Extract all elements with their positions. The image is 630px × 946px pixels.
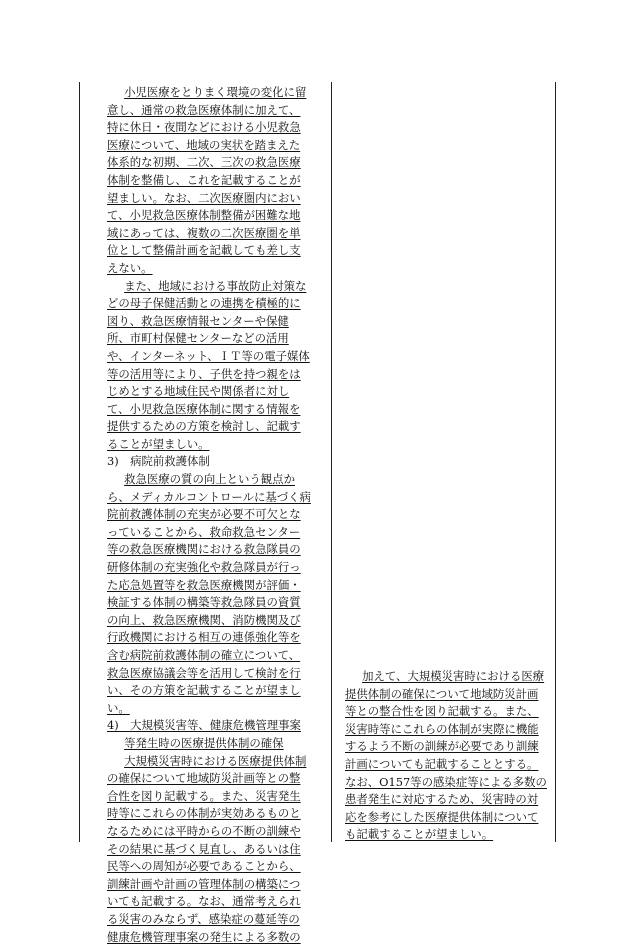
disaster-heading-line2: 等発生時の医療提供体制の確保	[124, 735, 284, 750]
prehospital-paragraph: 救急医療の質の向上という観点から、メディカルコントロールに基づく病院前救護体制の充実が必要不可欠となっていることから、救命救急センター等の救急医療機関における救急隊員の研修体制の充実強化や救急隊員が行った応急処置等を救急医療機関が評価・検証する体制の構築等救急隊員の資質の向上、救急医療機関、消防機関及び行政機関における相互の連係強化等を含む病院前救護体制の確立について、救急医療協議会等を活用して検討を行い、その方策を記載することが望ましい。	[107, 472, 311, 715]
right-column	[345, 668, 549, 844]
table-right-border	[555, 82, 556, 842]
table-left-border	[79, 82, 80, 842]
table-center-divider	[331, 82, 332, 842]
disaster-heading-line1: 4) 大規模災害等、健康危機管理事案	[107, 718, 301, 733]
community-cooperation-paragraph: また、地域における事故防止対策などの母子保健活動との連携を積極的に図り、救急医療情報センターや保健所、市町村保健センターなどの活用や、インターネット、ＩＴ等の電子媒体等の活用等により、子供を持つ親をはじめとする地域住民や関係者に対して、小児救急医療体制に関する情報を提供するための方策を検討し、記載することが望ましい。	[107, 278, 310, 451]
left-column	[107, 84, 311, 946]
disaster-paragraph: 大規模災害時における医療提供体制の確保について地域防災計画等との整合性を図り記載する。また、災害発生時等にこれらの体制が実効あるものとなるためには平時からの不断の訓練やその結果に基づく見直し、あるいは住民等への周知が必要であることから、訓練計画や計画の管理体制の構築についても記載する。なお、通常考えられる災害のみならず、感染症の蔓延等の健康危機管理事案の発生による多数の	[107, 753, 307, 944]
infection-response-paragraph: なお、O157等の感染症等による多数の患者発生に対応するため、災害時の対応を参考にした医療提供体制についても記載することが望ましい。	[345, 774, 547, 842]
disaster-plan-paragraph: 加えて、大規模災害時における医療提供体制の確保について地域防災計画等との整合性を図り記載する。また、災害時等にこれらの体制が実際に機能するよう不断の訓練が必要であり訓練計画についても記載することとする。	[345, 669, 545, 771]
pediatric-emergency-paragraph: 小児医療をとりまく環境の変化に留意し、通常の救急医療体制に加えて、特に休日・夜間などにおける小児救急医療について、地域の実状を踏まえた体系的な初期、二次、三次の救急医療体制を整備し、これを記載することが望ましい。なお、二次医療圏内において、小児救急医療体制整備が困難な地域にあっては、複数の二次医療圏を単位として整備計画を記載しても差し支えない。	[107, 85, 307, 275]
prehospital-heading: 3) 病院前救護体制	[107, 454, 210, 469]
